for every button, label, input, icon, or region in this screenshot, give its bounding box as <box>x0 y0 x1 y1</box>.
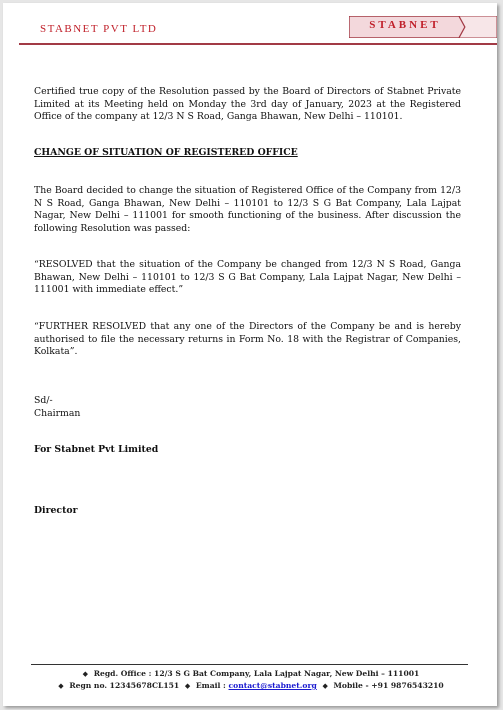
resolution-paragraph: “RESOLVED that the situation of the Company be changed from 12/3 N S Road, Ganga Bhawan, New Delhi – 110101 to 12/3 S G Bat Company, Lala Lajpat Nagar, New Delhi – 111001 with immediate effect.” <box>34 259 461 295</box>
director-label: Director <box>34 505 78 516</box>
intro-paragraph: Certified true copy of the Resolution passed by the Board of Directors of Stabnet Private Limited at its Meeting held on Monday the 3rd day of January, 2023 at the Registered Office of the company at 12/3 N S Road, Ganga Bhawan, New Delhi – 110101. <box>34 86 461 122</box>
email-label: Email : <box>195 681 226 690</box>
section-heading: CHANGE OF SITUATION OF REGISTERED OFFICE <box>34 147 298 158</box>
for-company-label: For Stabnet Pvt Limited <box>34 444 159 455</box>
diamond-bullet-icon: ◆ <box>322 681 328 690</box>
document-page <box>3 3 497 706</box>
footer-divider <box>31 664 468 665</box>
regd-office: Regd. Office : 12/3 S G Bat Company, Lala Lajpat Nagar, New Delhi – 111001 <box>93 669 420 678</box>
header-divider <box>19 43 497 45</box>
regn-number: Regn no. 12345678CL151 <box>69 681 180 690</box>
decision-paragraph: The Board decided to change the situation of Registered Office of the Company from 12/3 N S Road, Ganga Bhawan, New Delhi – 110101 to 12/3 S G Bat Company, Lala Lajpat Nagar, New Delhi – 111001 for smooth functioning of the business. After discussion the following Resolution was passed: <box>34 185 461 234</box>
footer-contact-line <box>31 681 468 690</box>
logo-text: STABNET <box>369 19 441 31</box>
signature-mark: Sd/- <box>34 395 53 406</box>
diamond-bullet-icon: ◆ <box>184 681 191 690</box>
further-resolution-paragraph: “FURTHER RESOLVED that any one of the Directors of the Company be and is hereby authorised to file the necessary returns in Form No. 18 with the Registrar of Companies, Kolkata”. <box>34 321 461 357</box>
chairman-label: Chairman <box>34 408 81 419</box>
company-name: STABNET PVT LTD <box>40 23 158 35</box>
diamond-bullet-icon: ◆ <box>82 669 89 678</box>
diamond-bullet-icon: ◆ <box>58 681 64 690</box>
email-link[interactable]: contact@stabnet.org <box>228 681 317 690</box>
footer-address-line <box>31 669 468 678</box>
mobile-number: Mobile - +91 9876543210 <box>333 681 444 690</box>
